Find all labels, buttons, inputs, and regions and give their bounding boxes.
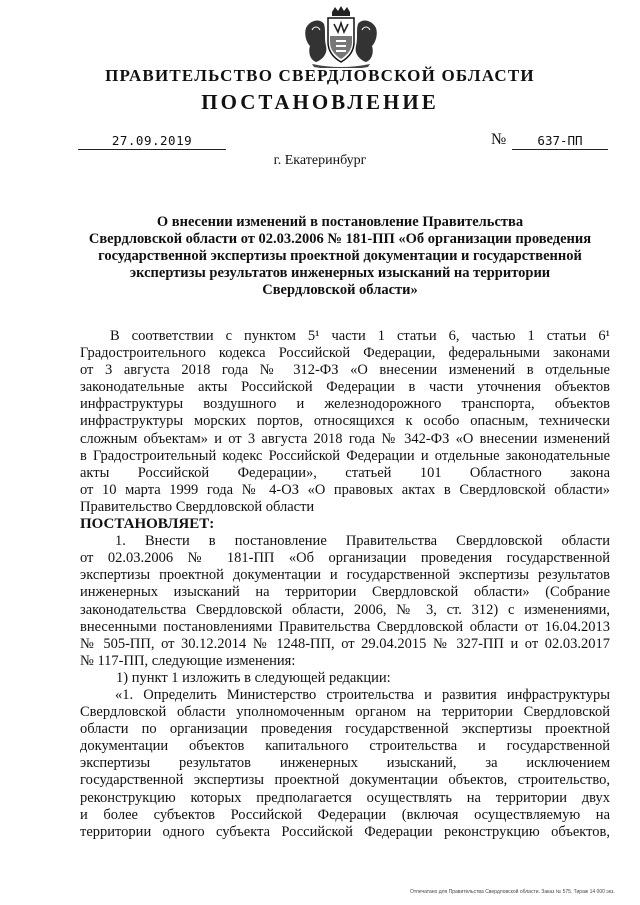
paragraph-line: № 117-ПП, следующие изменения: <box>80 652 296 669</box>
paragraph-line: в Градостроительный кодекс Российской Федерации и отдельные законодательные <box>80 447 610 464</box>
document-number: 637-ПП <box>512 133 608 150</box>
document-date: 27.09.2019 <box>78 133 226 150</box>
paragraph-line: Свердловской области уполномоченным органом на территории Свердловской <box>80 704 610 721</box>
paragraph-line: от 3 августа 2018 года № 312-ФЗ «О внесении изменений в отдельные <box>80 362 610 379</box>
paragraph-line: законодательства Свердловской области, 2006, № 3, ст. 312) с изменениями, <box>80 601 610 618</box>
paragraph-line: В соответствии с пунктом 5¹ части 1 статьи 6, частью 1 статьи 6¹ <box>110 328 610 344</box>
coat-of-arms-emblem <box>298 6 384 68</box>
document-body <box>80 328 610 841</box>
paragraph-line: Градостроительного кодекса Российской Федерации, федеральными законами <box>80 345 610 362</box>
resolves-heading: ПОСТАНОВЛЯЕТ: <box>80 516 215 533</box>
organization-name: ПРАВИТЕЛЬСТВО СВЕРДЛОВСКОЙ ОБЛАСТИ <box>105 66 535 85</box>
city: г. Екатеринбург <box>273 153 367 168</box>
paragraph-line: от 02.03.2006 № 181-ПП «Об организации проведения государственной <box>80 550 610 567</box>
paragraph-line: государственной экспертизы проектной документации объектов, строительство, <box>80 772 610 789</box>
paragraph-line: 1. Внести в постановление Правительства Свердловской области <box>115 533 610 550</box>
title-line: Свердловской области от 02.03.2006 № 181-ПП «Об организации проведения <box>88 231 592 247</box>
paragraph-line: территории одного субъекта Российской Федерации реконструкцию объектов, <box>80 823 610 840</box>
document-type: ПОСТАНОВЛЕНИЕ <box>201 90 439 114</box>
paragraph-line: и более субъектов Российской Федерации (включая осуществляемую на <box>80 806 610 823</box>
paragraph-line: 1) пункт 1 изложить в следующей редакции: <box>116 669 391 686</box>
title-line: экспертизы результатов инженерных изысканий на территории <box>129 265 551 281</box>
paragraph-line: законодательные акты Российской Федерации в части уточнения объектов <box>80 379 610 396</box>
paragraph-line: акты Российской Федерации», статьей 101 Областного закона <box>80 464 610 481</box>
paragraph-line: документации объектов капитального строительства и государственной <box>80 738 610 755</box>
title-line: Свердловской области» <box>262 282 418 298</box>
paragraph-line: экспертизы проектной документации и государственной экспертизы результатов <box>80 567 610 584</box>
print-footer: Отпечатано для Правительства Свердловской области. Заказ № 575. Тираж 14 000 экз. <box>410 889 615 895</box>
paragraph-line: внесенными постановлениями Правительства Свердловской области от 16.04.2013 <box>80 618 610 635</box>
paragraph-line: инфраструктуры воздушного и железнодорожного транспорта, объектов <box>80 396 610 413</box>
paragraph-line: от 10 марта 1999 года № 4-ОЗ «О правовых актах в Свердловской области» <box>80 481 610 498</box>
paragraph-line: экспертизы результатов инженерных изысканий, за исключением <box>80 755 610 772</box>
paragraph-line: области по организации проведения государственной экспертизы проектной <box>80 721 610 738</box>
paragraph-line: Правительство Свердловской области <box>80 498 315 515</box>
title-line: О внесении изменений в постановление Правительства <box>156 214 524 230</box>
paragraph-line: инженерных изысканий на территории Свердловской области» (Собрание <box>80 584 610 601</box>
paragraph-line: инфраструктуры морских портов, относящихся к особо опасным, технически <box>80 413 610 430</box>
paragraph-line: реконструкцию которых предполагается осуществлять на территории двух <box>80 789 610 806</box>
paragraph-line: № 505-ПП, от 30.12.2014 № 1248-ПП, от 29.04.2015 № 327-ПП и от 02.03.2017 <box>80 635 610 652</box>
paragraph-line: «1. Определить Министерство строительства и развития инфраструктуры <box>115 686 610 703</box>
paragraph-line: сложным объектам» и от 3 августа 2018 года № 342-ФЗ «О внесении изменений <box>80 430 610 447</box>
title-line: государственной экспертизы проектной документации и государственной <box>98 248 582 264</box>
document-title <box>70 214 610 299</box>
number-sign: № <box>491 131 507 148</box>
